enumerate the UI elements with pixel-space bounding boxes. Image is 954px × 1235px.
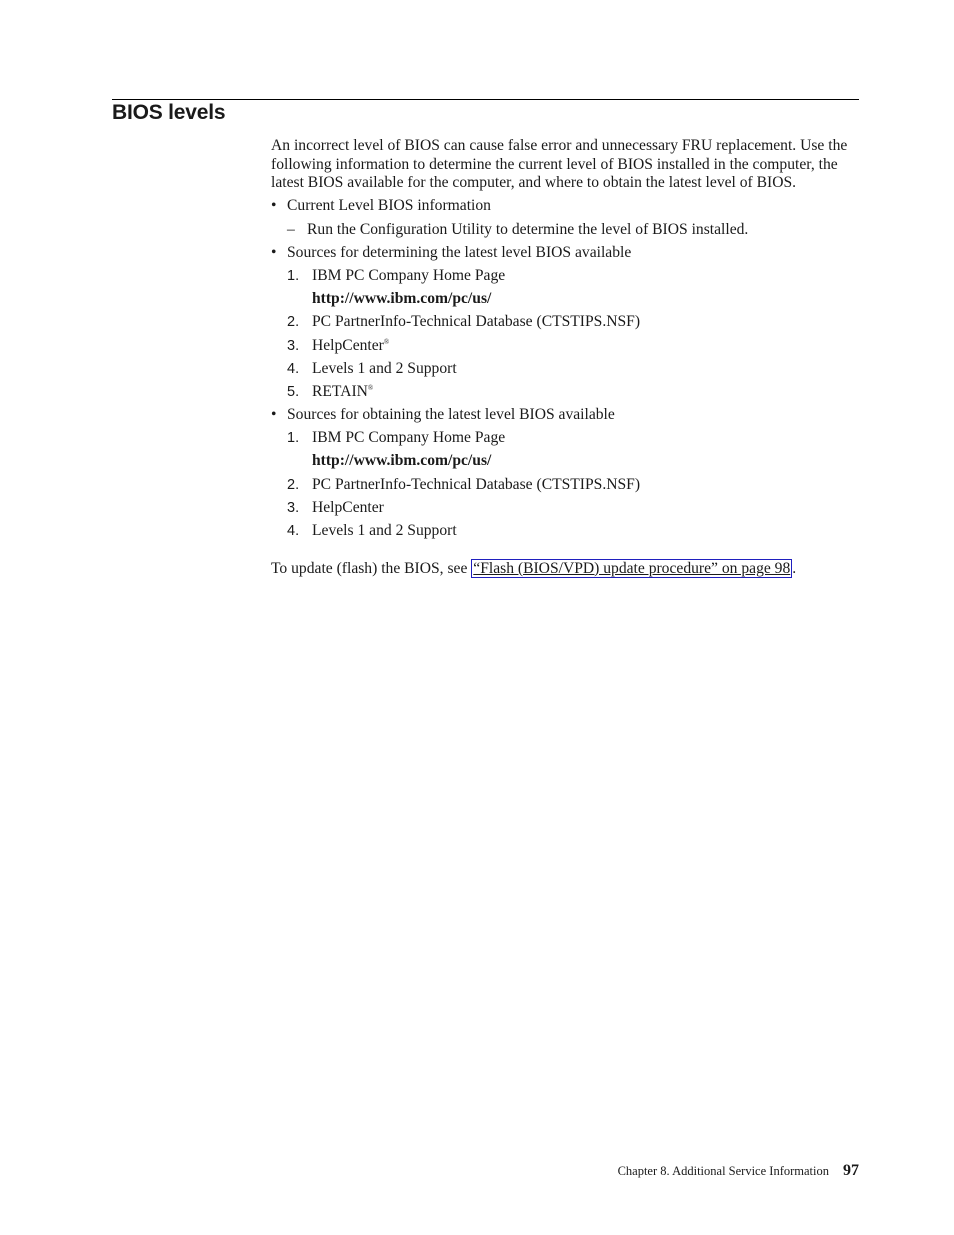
chapter-title: Chapter 8. Additional Service Information bbox=[617, 1164, 829, 1178]
list-item bbox=[271, 522, 861, 541]
ibm-url: http://www.ibm.com/pc/us/ bbox=[312, 452, 492, 470]
page-footer bbox=[0, 1162, 859, 1180]
update-suffix: . bbox=[792, 559, 797, 577]
item-text: PC PartnerInfo-Technical Database (CTSTIPS.NSF) bbox=[312, 475, 641, 493]
item-number: 2. bbox=[287, 476, 300, 493]
dash-item-text: Run the Configuration Utility to determine the level of BIOS installed. bbox=[307, 220, 749, 238]
list-item bbox=[271, 360, 861, 379]
item-number: 4. bbox=[287, 360, 300, 377]
item-number: 1. bbox=[287, 267, 300, 284]
update-prefix: To update (flash) the BIOS, see bbox=[271, 559, 472, 577]
item-text: HelpCenter bbox=[312, 336, 384, 354]
item-text: IBM PC Company Home Page bbox=[312, 429, 506, 447]
registered-mark: ® bbox=[383, 337, 390, 346]
item-number: 5. bbox=[287, 383, 300, 400]
flash-procedure-link[interactable]: “Flash (BIOS/VPD) update procedure” on page 98 bbox=[473, 559, 791, 577]
section-title: BIOS levels bbox=[112, 101, 226, 124]
list-item bbox=[271, 267, 861, 286]
item-number: 2. bbox=[287, 314, 300, 331]
intro-paragraph: An incorrect level of BIOS can cause false error and unnecessary FRU replacement. Use the following information to determine the current level of BIOS installed in the computer, the latest BIOS available for the computer, and where to obtain the latest level of BIOS. bbox=[271, 137, 848, 192]
item-text: HelpCenter bbox=[312, 498, 384, 516]
heading-rule bbox=[112, 99, 859, 100]
bullet-determining-sources: • Sources for determining the latest level BIOS available bbox=[271, 244, 861, 263]
item-number: 3. bbox=[287, 499, 300, 516]
item-number: 3. bbox=[287, 337, 300, 354]
list-item bbox=[271, 476, 861, 495]
item-number: 4. bbox=[287, 523, 300, 539]
dash-item-run-config bbox=[271, 221, 861, 240]
ibm-url: http://www.ibm.com/pc/us/ bbox=[312, 290, 492, 308]
page-body bbox=[271, 137, 861, 594]
update-paragraph bbox=[271, 560, 861, 579]
page-number: 97 bbox=[843, 1162, 859, 1179]
item-text: PC PartnerInfo-Technical Database (CTSTIPS.NSF) bbox=[312, 313, 641, 331]
bullet-current-bios: • Current Level BIOS information bbox=[271, 197, 861, 216]
list-item bbox=[271, 499, 861, 518]
item-text: Levels 1 and 2 Support bbox=[312, 522, 457, 539]
dash-mark: – bbox=[287, 220, 295, 238]
item-text: Levels 1 and 2 Support bbox=[312, 359, 457, 377]
item-number: 1. bbox=[287, 430, 300, 447]
item-text: RETAIN bbox=[312, 382, 368, 400]
list-item bbox=[271, 429, 861, 448]
item-text: IBM PC Company Home Page bbox=[312, 266, 506, 284]
bullet-obtaining-sources: • Sources for obtaining the latest level BIOS available bbox=[271, 406, 861, 425]
list-item bbox=[271, 337, 861, 356]
list-item bbox=[271, 383, 861, 402]
list-item bbox=[271, 313, 861, 332]
registered-mark: ® bbox=[367, 383, 374, 392]
